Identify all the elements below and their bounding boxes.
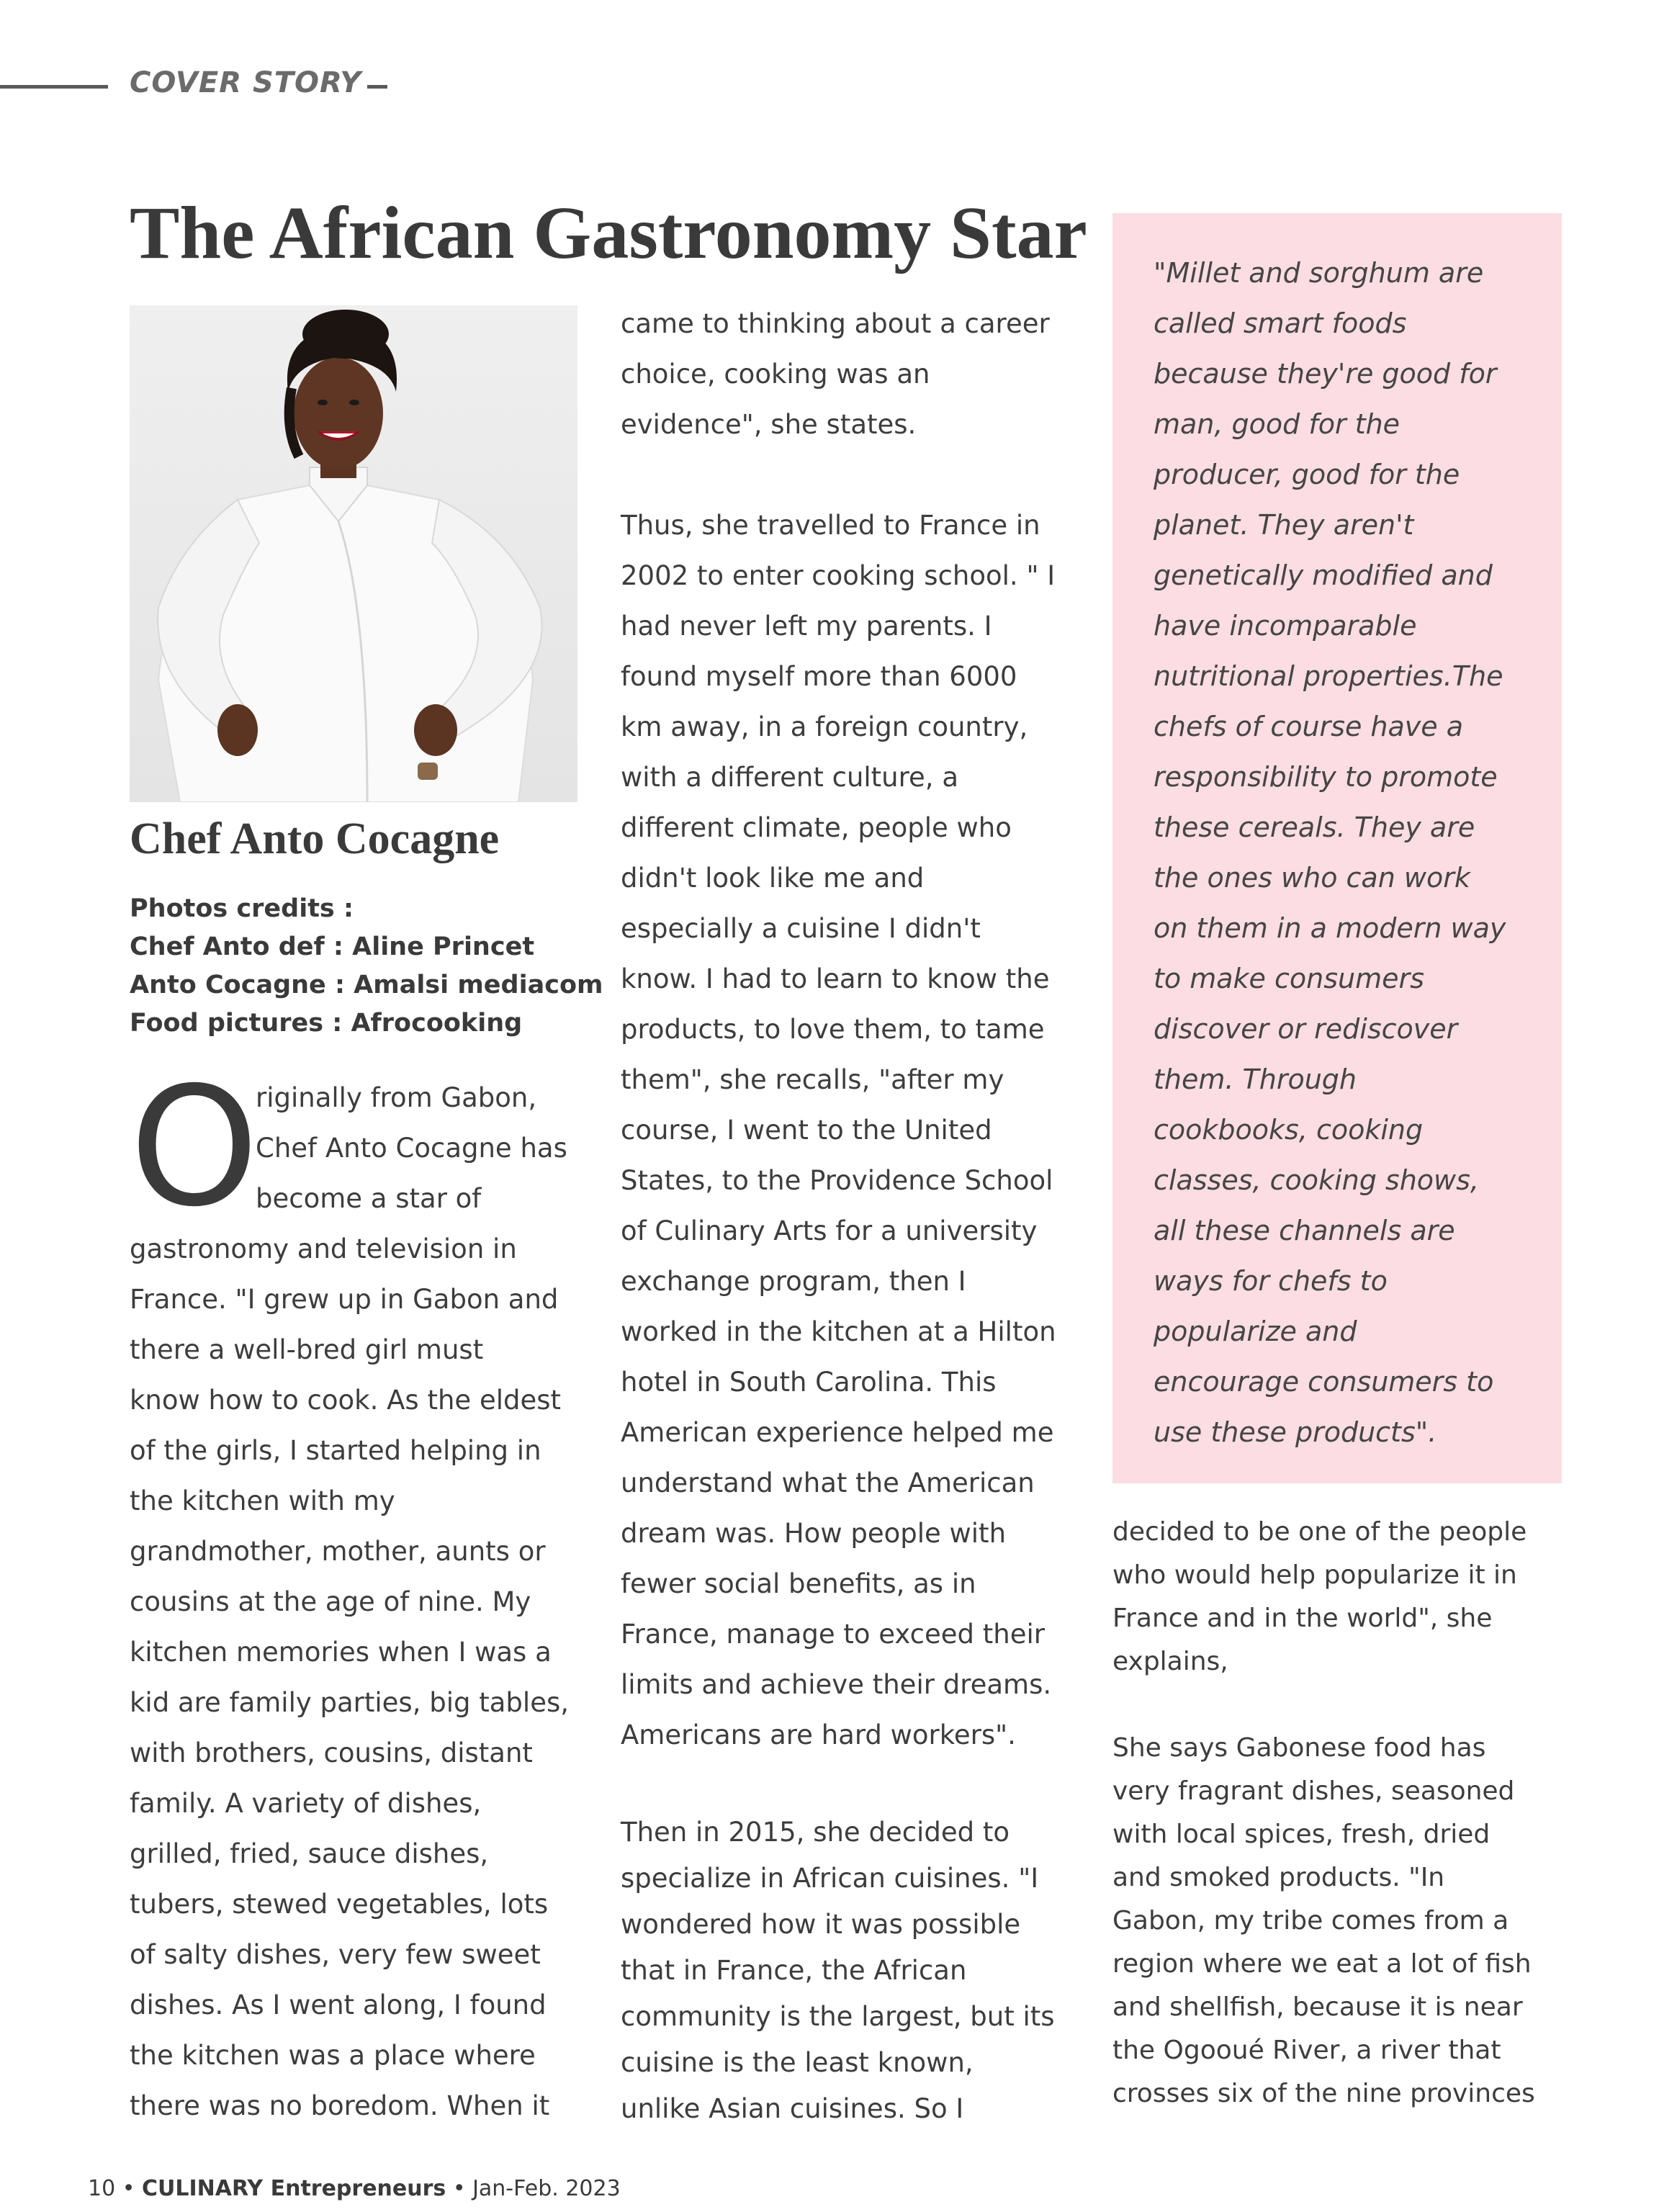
credit-line: Food pictures : Afrocooking [130, 1009, 523, 1038]
text-line: cuisine is the least known, [621, 2047, 974, 2078]
chef-portrait-illustration [130, 305, 577, 802]
issue-date: Jan-Feb. 2023 [472, 2176, 621, 2201]
chef-photo [130, 305, 577, 802]
text-line: know how to cook. As the eldest [130, 1385, 562, 1416]
drop-cap: O [130, 1051, 259, 1243]
column-3-paragraph-2 [1112, 1727, 1573, 2116]
text-line: use these products". [1154, 1416, 1437, 1448]
column-1-body [130, 1224, 590, 2131]
text-line: States, to the Providence School [621, 1165, 1053, 1196]
text-line: with local spices, fresh, dried [1112, 1820, 1491, 1849]
text-line: of the girls, I started helping in [130, 1435, 541, 1466]
text-line: the kitchen was a place where [130, 2040, 536, 2071]
column-2-paragraph-1 [621, 299, 1082, 450]
text-line: France. "I grew up in Gabon and [130, 1284, 559, 1315]
text-line: Then in 2015, she decided to [621, 1817, 1010, 1848]
text-line: family. A variety of dishes, [130, 1788, 482, 1819]
text-line: kitchen memories when I was a [130, 1637, 552, 1668]
column-2-paragraph-3 [621, 1809, 1082, 2132]
text-line: to make consumers [1154, 963, 1424, 994]
text-line: France and in the world", she [1112, 1604, 1493, 1633]
text-line: cookbooks, cooking [1154, 1114, 1424, 1146]
text-line: there was no boredom. When it [130, 2090, 550, 2121]
text-line: with a different culture, a [621, 762, 958, 793]
text-line: there a well-bred girl must [130, 1334, 484, 1365]
article-column-1 [130, 1073, 590, 2131]
text-line: with brothers, cousins, distant [130, 1737, 533, 1768]
text-line: riginally from Gabon, [256, 1082, 537, 1113]
text-line: chefs of course have a [1154, 711, 1464, 742]
text-line: course, I went to the United [621, 1115, 992, 1146]
text-line: cousins at the age of nine. My [130, 1586, 531, 1617]
text-line: limits and achieve their dreams. [621, 1669, 1052, 1700]
column-2-paragraph-2 [621, 500, 1082, 1761]
text-line: and smoked products. "In [1112, 1863, 1445, 1892]
article-column-2-end [621, 1809, 1082, 2132]
header-dash [367, 85, 387, 89]
page-footer [88, 2176, 621, 2201]
text-line: of salty dishes, very few sweet [130, 1939, 541, 1970]
text-line: encourage consumers to [1154, 1366, 1494, 1398]
section-label: COVER STORY [130, 66, 362, 99]
credit-line: Chef Anto def : Aline Princet [130, 932, 535, 961]
text-line: France, manage to exceed their [621, 1619, 1046, 1650]
text-line: kid are family parties, big tables, [130, 1687, 569, 1718]
text-line: the Ogooué River, a river that [1112, 2036, 1501, 2065]
text-line: on them in a modern way [1154, 912, 1506, 944]
column-3-paragraph-1 [1112, 1511, 1573, 1683]
text-line: worked in the kitchen at a Hilton [621, 1316, 1056, 1347]
text-line: products, to love them, to tame [621, 1014, 1045, 1045]
text-line: because they're good for [1154, 358, 1497, 390]
text-line: unlike Asian cuisines. So I [621, 2093, 964, 2124]
text-line: evidence", she states. [621, 409, 917, 440]
text-line: especially a cuisine I didn't [621, 913, 981, 944]
text-line: dishes. As I went along, I found [130, 1990, 547, 2020]
article-title: The African Gastronomy Star [130, 192, 1087, 274]
credit-line: Anto Cocagne : Amalsi mediacom [130, 971, 603, 999]
text-line: understand what the American [621, 1467, 1035, 1498]
text-line: them. Through [1154, 1064, 1357, 1095]
text-line: very fragrant dishes, seasoned [1112, 1776, 1515, 1806]
text-line: Gabon, my tribe comes from a [1112, 1906, 1509, 1936]
text-line: man, good for the [1154, 408, 1401, 440]
text-line: nutritional properties.The [1154, 660, 1503, 692]
page-number: 10 [88, 2176, 116, 2201]
pull-quote [1154, 248, 1557, 1457]
text-line: specialize in African cuisines. "I [621, 1863, 1039, 1894]
text-line: Americans are hard workers". [621, 1719, 1016, 1750]
text-line: region where we eat a lot of fish [1112, 1949, 1532, 1979]
text-line: who would help popularize it in [1112, 1560, 1517, 1590]
text-line: of Culinary Arts for a university [621, 1215, 1038, 1246]
text-line: 2002 to enter cooking school. " I [621, 560, 1056, 591]
text-line: all these channels are [1154, 1215, 1455, 1246]
text-line: found myself more than 6000 [621, 661, 1017, 692]
text-line: planet. They aren't [1154, 509, 1414, 541]
text-line: producer, good for the [1154, 459, 1460, 490]
text-line: and shellfish, because it is near [1112, 1992, 1523, 2022]
text-line: the kitchen with my [130, 1485, 395, 1516]
text-line: grilled, fried, sauce dishes, [130, 1838, 489, 1869]
text-line: dream was. How people with [621, 1518, 1007, 1549]
footer-separator: • [452, 2176, 466, 2201]
article-column-2 [621, 299, 1082, 1761]
magazine-name: CULINARY Entrepreneurs [141, 2176, 446, 2201]
text-line: community is the largest, but its [621, 2001, 1055, 2032]
text-line: km away, in a foreign country, [621, 711, 1028, 742]
text-line: the ones who can work [1154, 862, 1470, 894]
footer-separator: • [122, 2176, 135, 2201]
text-line: hotel in South Carolina. This [621, 1367, 997, 1398]
text-line: choice, cooking was an [621, 359, 930, 390]
text-line: American experience helped me [621, 1417, 1054, 1448]
text-line: called smart foods [1154, 307, 1407, 339]
text-line: different climate, people who [621, 812, 1012, 843]
text-line: classes, cooking shows, [1154, 1164, 1479, 1196]
text-line: explains, [1112, 1647, 1228, 1676]
text-line: these cereals. They are [1154, 811, 1475, 843]
header-rule [0, 85, 108, 89]
text-line: had never left my parents. I [621, 611, 992, 642]
text-line: responsibility to promote [1154, 761, 1498, 793]
text-line: grandmother, mother, aunts or [130, 1536, 546, 1567]
text-line: wondered how it was possible [621, 1909, 1021, 1940]
text-line: "Millet and sorghum are [1154, 257, 1484, 289]
text-line: Thus, she travelled to France in [621, 510, 1040, 541]
photo-credits [130, 890, 603, 1043]
text-line: She says Gabonese food has [1112, 1733, 1486, 1763]
text-line: gastronomy and television in [130, 1233, 517, 1264]
text-line: exchange program, then I [621, 1266, 966, 1297]
text-line: came to thinking about a career [621, 308, 1050, 339]
text-line: tubers, stewed vegetables, lots [130, 1889, 549, 1920]
text-line: that in France, the African [621, 1955, 967, 1986]
text-line: popularize and [1154, 1316, 1357, 1347]
text-line: know. I had to learn to know the [621, 963, 1050, 994]
article-column-3 [1112, 1511, 1573, 2116]
text-line: ways for chefs to [1154, 1265, 1388, 1297]
photo-caption: Chef Anto Cocagne [130, 814, 500, 863]
text-line: crosses six of the nine provinces [1112, 2079, 1535, 2108]
text-line: have incomparable [1154, 610, 1417, 642]
text-line: them", she recalls, "after my [621, 1064, 1004, 1095]
text-line: decided to be one of the people [1112, 1517, 1527, 1547]
credit-line: Photos credits : [130, 894, 354, 923]
text-line: didn't look like me and [621, 863, 925, 894]
text-line: become a star of [256, 1183, 482, 1214]
text-line: fewer social benefits, as in [621, 1568, 976, 1599]
text-line: Chef Anto Cocagne has [256, 1133, 567, 1164]
text-line: genetically modified and [1154, 559, 1493, 591]
text-line: discover or rediscover [1154, 1013, 1458, 1045]
